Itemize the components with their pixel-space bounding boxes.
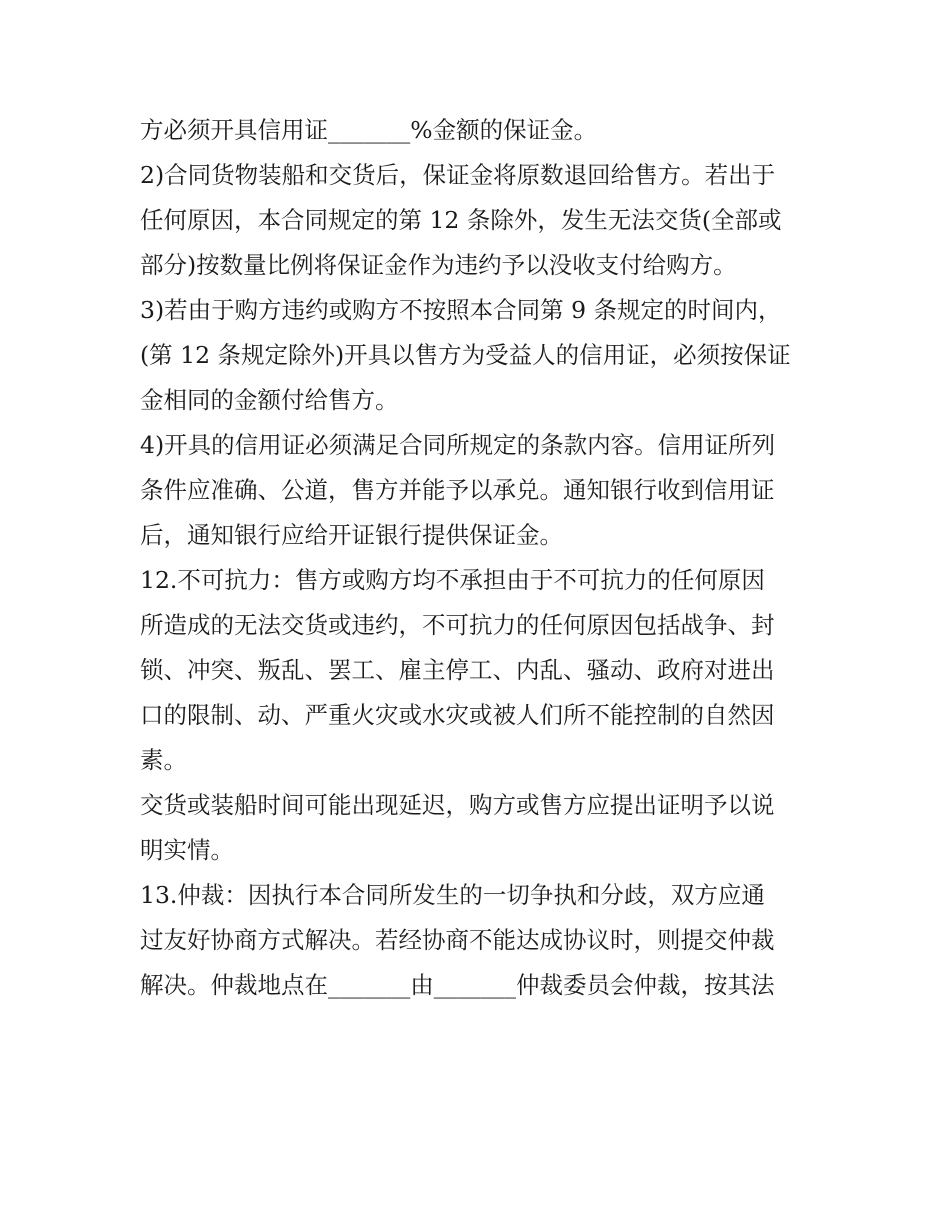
text-line: 条件应准确、公道，售方并能予以承兑。通知银行收到信用证 (140, 476, 775, 504)
text-line: 明实情。 (140, 836, 234, 864)
text-line: 2)合同货物装船和交货后，保证金将原数退回给售方。若出于 (140, 161, 776, 189)
text-line: 锁、冲突、叛乱、罢工、雇主停工、内乱、骚动、政府对进出 (140, 656, 775, 684)
text-line: 过友好协商方式解决。若经协商不能达成协议时，则提交仲裁 (140, 926, 775, 954)
text-line: (第 12 条规定除外)开具以售方为受益人的信用证，必须按保证 (140, 341, 791, 369)
text-line: 部分)按数量比例将保证金作为违约予以没收支付给购方。 (140, 251, 737, 279)
text-line: 12.不可抗力：售方或购方均不承担由于不可抗力的任何原因 (140, 566, 765, 594)
text-line: 所造成的无法交货或违约，不可抗力的任何原因包括战争、封 (140, 611, 775, 639)
text-line: 后，通知银行应给开证银行提供保证金。 (140, 521, 563, 549)
contract-text (140, 108, 820, 1008)
text-line: 解决。仲裁地点在_______由_______仲裁委员会仲裁，按其法 (140, 971, 775, 999)
text-line: 3)若由于购方违约或购方不按照本合同第 9 条规定的时间内， (140, 296, 782, 324)
text-line: 13.仲裁：因执行本合同所发生的一切争执和分歧，双方应通 (140, 881, 765, 909)
text-line: 口的限制、动、严重火灾或水灾或被人们所不能控制的自然因 (140, 701, 775, 729)
text-line: 金相同的金额付给售方。 (140, 386, 399, 414)
text-line: 4)开具的信用证必须满足合同所规定的条款内容。信用证所列 (140, 431, 776, 459)
text-line: 素。 (140, 746, 187, 774)
text-line: 交货或装船时间可能出现延迟，购方或售方应提出证明予以说 (140, 791, 775, 819)
text-line: 任何原因，本合同规定的第 12 条除外，发生无法交货(全部或 (140, 206, 782, 234)
text-line: 方必须开具信用证_______%金额的保证金。 (140, 116, 598, 144)
